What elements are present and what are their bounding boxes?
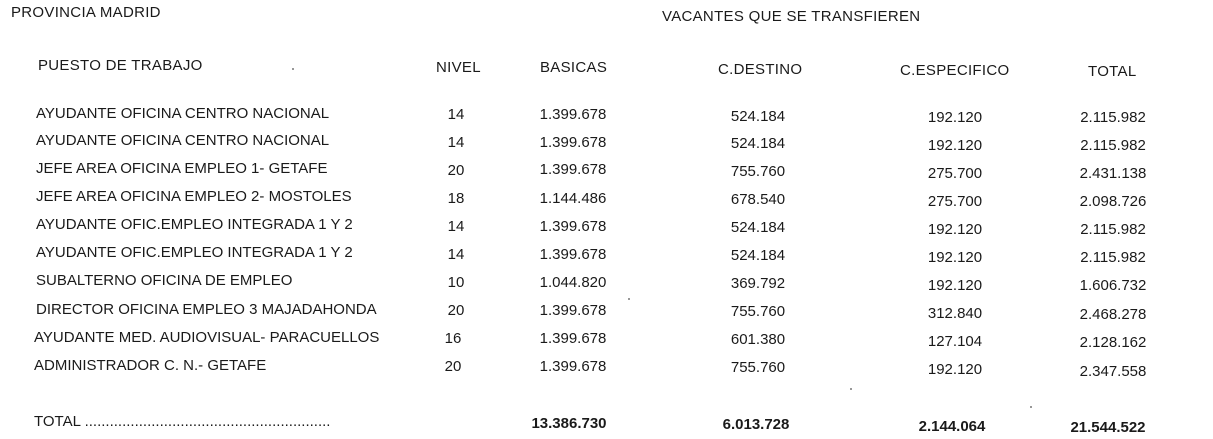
cell-basicas: 1.399.678 — [539, 106, 607, 123]
cell-destino: 524.184 — [730, 247, 786, 264]
cell-especifico: 192.120 — [927, 249, 983, 266]
cell-total: 2.115.982 — [1080, 221, 1146, 238]
cell-basicas: 1.399.678 — [539, 302, 607, 319]
cell-total: 2.115.982 — [1080, 137, 1146, 154]
cell-puesto: AYUDANTE OFICINA CENTRO NACIONAL — [36, 105, 330, 122]
cell-nivel: 10 — [447, 274, 465, 291]
cell-puesto: JEFE AREA OFICINA EMPLEO 1- GETAFE — [36, 160, 328, 177]
cell-basicas: 1.399.678 — [539, 358, 607, 375]
header-puesto: PUESTO DE TRABAJO — [38, 57, 203, 74]
cell-basicas: 1.399.678 — [539, 246, 607, 263]
cell-destino: 524.184 — [730, 108, 786, 125]
cell-especifico: 192.120 — [927, 221, 983, 238]
totals-basicas: 13.386.730 — [531, 415, 607, 432]
cell-especifico: 192.120 — [927, 109, 983, 126]
cell-total: 1.606.732 — [1079, 277, 1147, 294]
header-total: TOTAL — [1088, 63, 1137, 80]
scan-speck — [292, 68, 294, 70]
cell-especifico: 312.840 — [927, 305, 983, 322]
cell-total: 2.347.558 — [1079, 363, 1147, 380]
scan-speck — [1030, 406, 1032, 408]
document-subtitle: VACANTES QUE SE TRANSFIEREN — [662, 8, 921, 25]
cell-especifico: 192.120 — [927, 137, 983, 154]
cell-puesto: AYUDANTE MED. AUDIOVISUAL- PARACUELLOS — [34, 329, 380, 346]
cell-basicas: 1.399.678 — [539, 218, 607, 235]
totals-destino: 6.013.728 — [722, 416, 790, 433]
cell-especifico: 192.120 — [927, 361, 983, 378]
cell-destino: 755.760 — [730, 303, 786, 320]
cell-total: 2.115.982 — [1080, 109, 1146, 126]
cell-destino: 755.760 — [730, 163, 786, 180]
header-especifico: C.ESPECIFICO — [900, 62, 1010, 79]
cell-nivel: 14 — [447, 134, 465, 151]
cell-puesto: AYUDANTE OFIC.EMPLEO INTEGRADA 1 Y 2 — [36, 244, 353, 261]
cell-nivel: 20 — [447, 302, 465, 319]
cell-nivel: 18 — [447, 190, 465, 207]
header-destino: C.DESTINO — [718, 61, 803, 78]
header-nivel: NIVEL — [436, 59, 481, 76]
scan-speck — [850, 388, 852, 390]
cell-basicas: 1.399.678 — [539, 161, 607, 178]
cell-destino: 678.540 — [730, 191, 786, 208]
cell-especifico: 275.700 — [927, 165, 983, 182]
cell-basicas: 1.399.678 — [539, 330, 607, 347]
cell-puesto: DIRECTOR OFICINA EMPLEO 3 MAJADAHONDA — [36, 301, 377, 318]
cell-total: 2.468.278 — [1079, 306, 1147, 323]
cell-puesto: JEFE AREA OFICINA EMPLEO 2- MOSTOLES — [36, 188, 352, 205]
cell-puesto: SUBALTERNO OFICINA DE EMPLEO — [36, 272, 293, 289]
cell-nivel: 16 — [444, 330, 462, 347]
cell-especifico: 192.120 — [927, 277, 983, 294]
cell-puesto: ADMINISTRADOR C. N.- GETAFE — [34, 357, 267, 374]
totals-total: 21.544.522 — [1070, 419, 1146, 436]
cell-puesto: AYUDANTE OFIC.EMPLEO INTEGRADA 1 Y 2 — [36, 216, 353, 233]
cell-especifico: 275.700 — [927, 193, 983, 210]
cell-total: 2.098.726 — [1079, 193, 1147, 210]
totals-especifico: 2.144.064 — [918, 418, 986, 435]
cell-nivel: 20 — [444, 358, 462, 375]
cell-destino: 524.184 — [730, 219, 786, 236]
cell-basicas: 1.044.820 — [539, 274, 607, 291]
header-basicas: BASICAS — [540, 59, 608, 76]
cell-destino: 524.184 — [730, 135, 786, 152]
cell-total: 2.115.982 — [1080, 249, 1146, 266]
cell-nivel: 14 — [447, 106, 465, 123]
cell-nivel: 20 — [447, 162, 465, 179]
cell-basicas: 1.399.678 — [539, 134, 607, 151]
cell-basicas: 1.144.486 — [539, 190, 607, 207]
cell-puesto: AYUDANTE OFICINA CENTRO NACIONAL — [36, 132, 330, 149]
cell-nivel: 14 — [447, 218, 465, 235]
cell-total: 2.128.162 — [1079, 334, 1147, 351]
cell-nivel: 14 — [447, 246, 465, 263]
cell-especifico: 127.104 — [927, 333, 983, 350]
cell-total: 2.431.138 — [1079, 165, 1147, 182]
cell-destino: 369.792 — [730, 275, 786, 292]
cell-destino: 755.760 — [730, 359, 786, 376]
cell-destino: 601.380 — [730, 331, 786, 348]
scan-speck — [628, 298, 630, 300]
province-title: PROVINCIA MADRID — [11, 4, 161, 21]
totals-label: TOTAL ........................................................... — [34, 413, 331, 430]
